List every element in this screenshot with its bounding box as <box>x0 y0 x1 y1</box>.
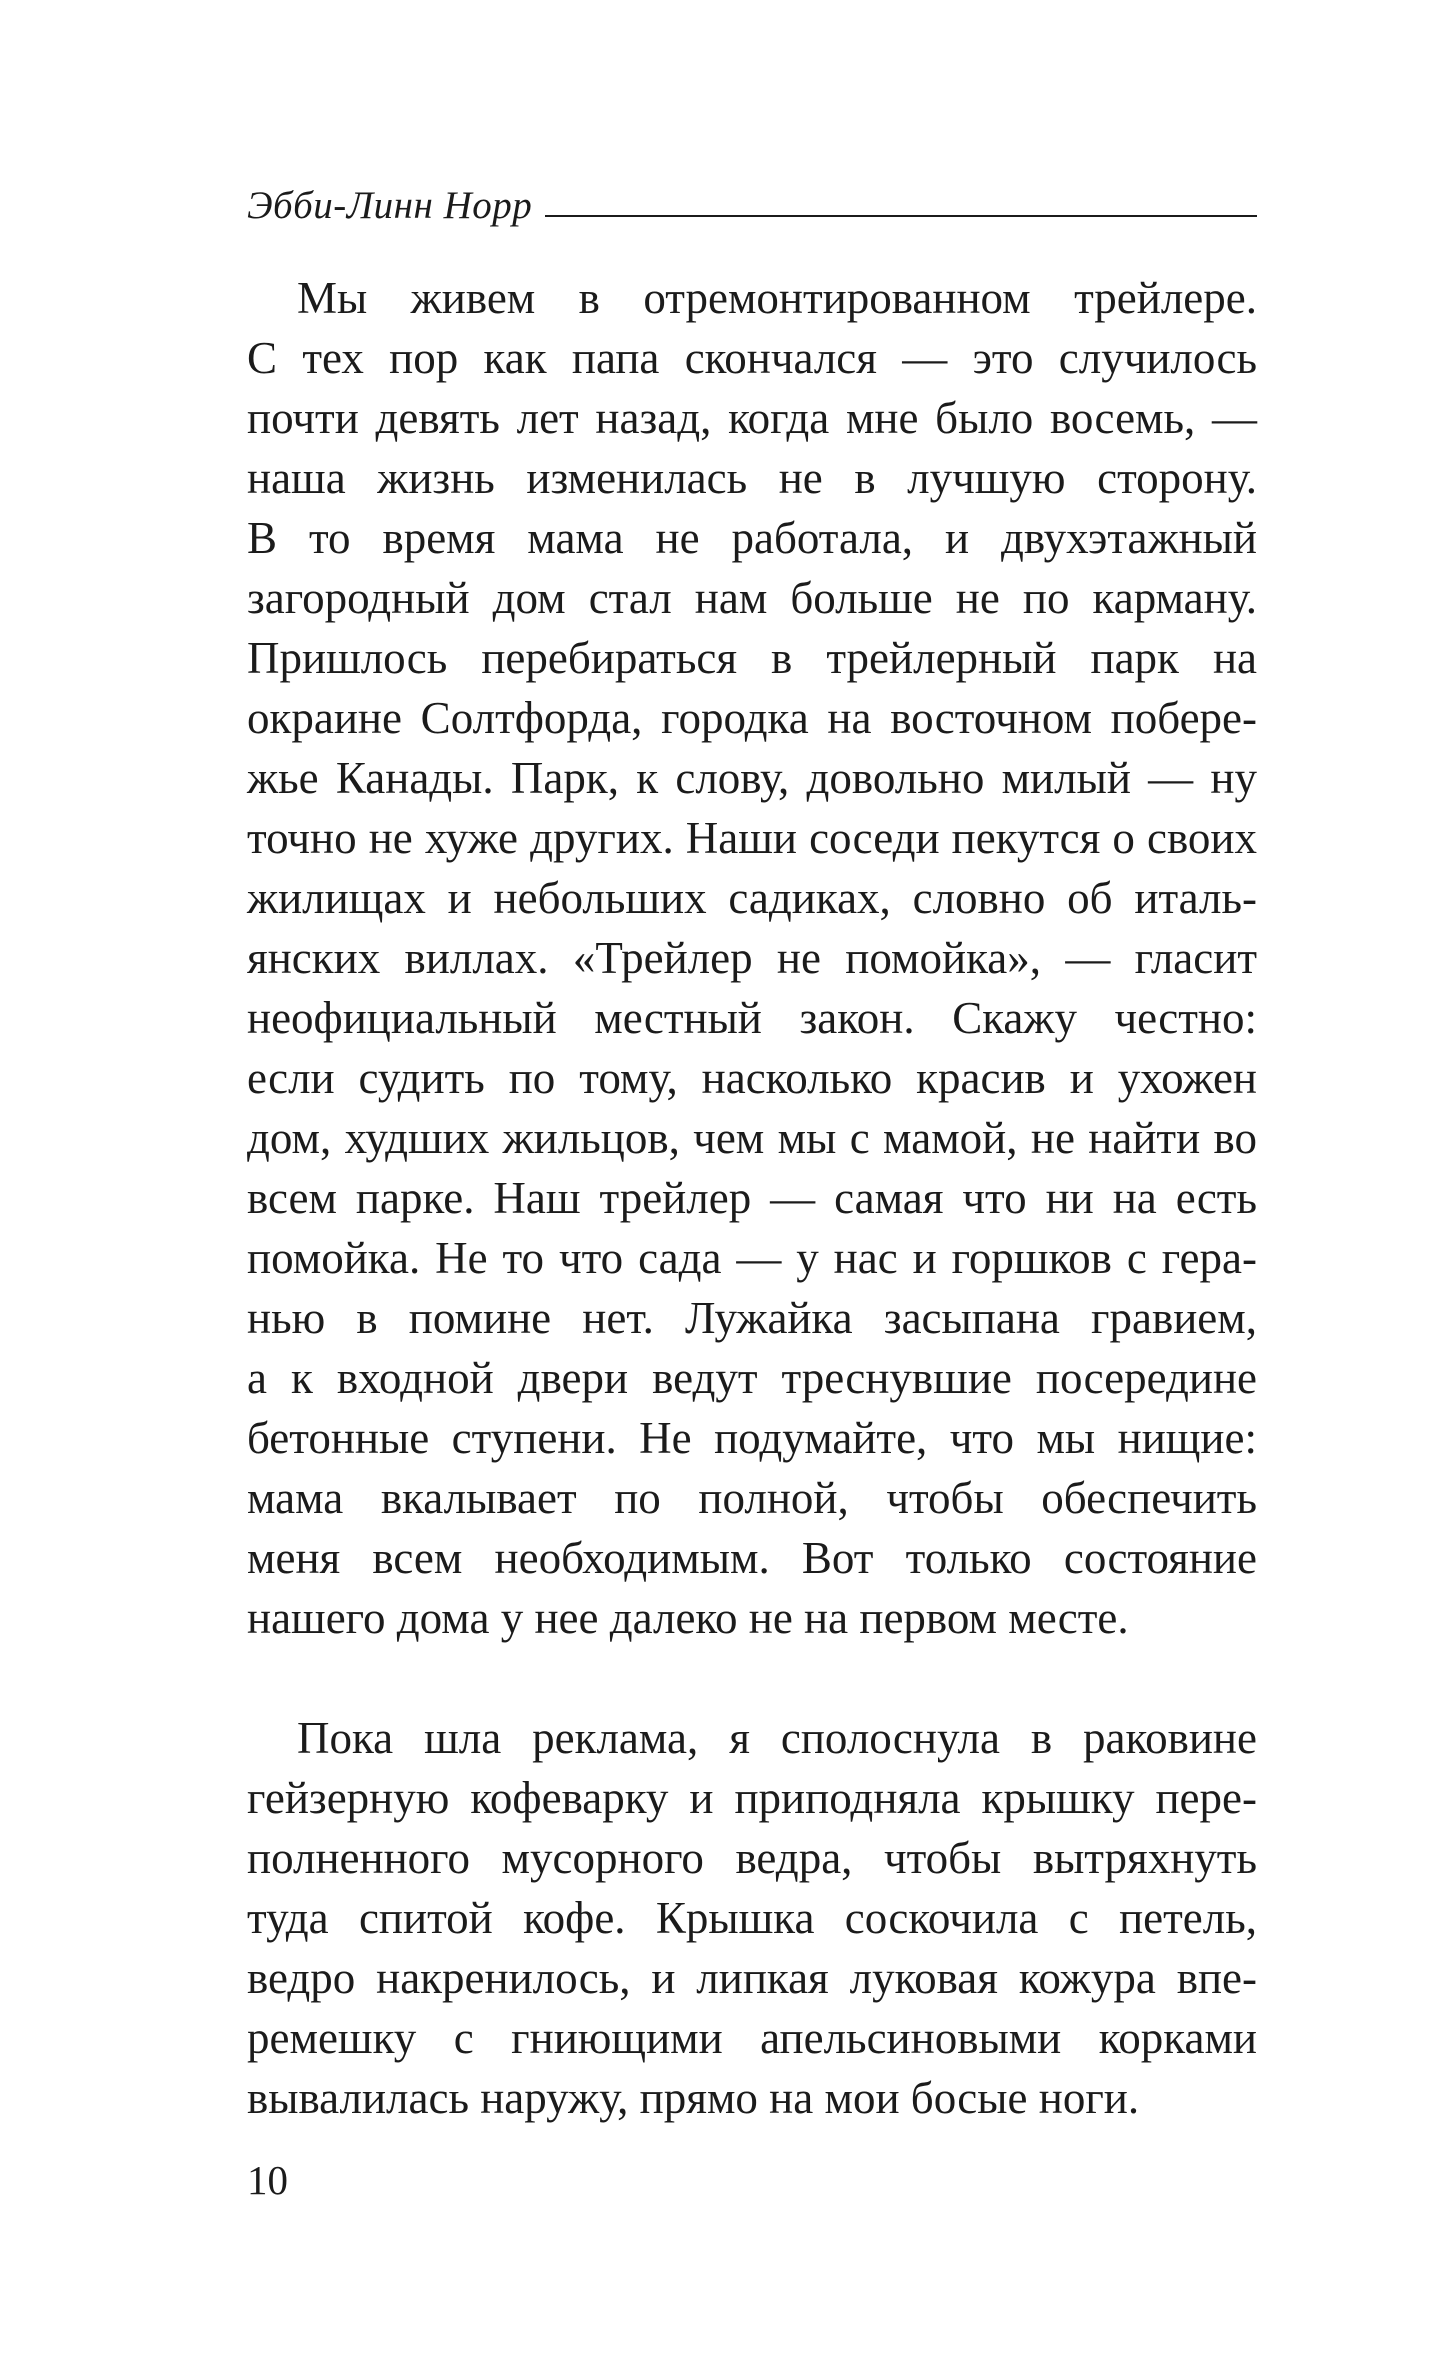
text-line: В то время мама не работала, и двухэтажный <box>247 513 1257 563</box>
text-line: янских виллах. «Трейлер не помойка», — гласит <box>247 933 1257 983</box>
text-line: жье Канады. Парк, к слову, довольно милый — ну <box>247 753 1257 803</box>
text-line: всем парке. Наш трейлер — самая что ни на есть <box>247 1173 1257 1223</box>
text-line: почти девять лет назад, когда мне было восемь, — <box>247 393 1257 443</box>
body-text <box>247 268 1257 2128</box>
text-line: Пришлось перебираться в трейлерный парк на <box>247 633 1257 683</box>
text-line: бетонные ступени. Не подумайте, что мы нищие: <box>247 1413 1257 1463</box>
text-line: ремешку с гниющими апельсиновыми корками <box>247 2013 1257 2063</box>
text-line: полненного мусорного ведра, чтобы вытряхнуть <box>247 1833 1257 1883</box>
text-line: помойка. Не то что сада — у нас и горшков с гера- <box>247 1233 1257 1283</box>
text-line: нью в помине нет. Лужайка засыпана гравием, <box>247 1293 1257 1343</box>
text-line: дом, худших жильцов, чем мы с мамой, не найти во <box>247 1113 1257 1163</box>
text-line: точно не хуже других. Наши соседи пекутся о своих <box>247 813 1257 863</box>
text-line: загородный дом стал нам больше не по карману. <box>247 573 1257 623</box>
text-line: если судить по тому, насколько красив и ухожен <box>247 1053 1257 1103</box>
running-head-author: Эбби-Линн Норр <box>247 184 533 227</box>
text-line: Пока шла реклама, я сполоснула в раковине <box>297 1713 1257 1763</box>
text-line: жилищах и небольших садиках, словно об италь- <box>247 873 1257 923</box>
running-head-rule <box>545 215 1257 217</box>
text-line: нашего дома у нее далеко не на первом месте. <box>247 1593 1129 1643</box>
text-line: а к входной двери ведут треснувшие посередине <box>247 1353 1257 1403</box>
text-line: вывалилась наружу, прямо на мои босые ноги. <box>247 2073 1140 2123</box>
text-line: наша жизнь изменилась не в лучшую сторону. <box>247 453 1257 503</box>
text-line: Мы живем в отремонтированном трейлере. <box>297 273 1257 323</box>
page-number: 10 <box>247 2157 288 2203</box>
paragraph <box>247 268 1257 1648</box>
text-line: С тех пор как папа скончался — это случилось <box>247 333 1257 383</box>
text-line: гейзерную кофеварку и приподняла крышку пере- <box>247 1773 1257 1823</box>
text-line: мама вкалывает по полной, чтобы обеспечить <box>247 1473 1257 1523</box>
text-line: меня всем необходимым. Вот только состояние <box>247 1533 1257 1583</box>
text-line: туда спитой кофе. Крышка соскочила с петель, <box>247 1893 1257 1943</box>
paragraph <box>247 1708 1257 2128</box>
text-line: окраине Солтфорда, городка на восточном побере- <box>247 693 1257 743</box>
text-line: ведро накренилось, и липкая луковая кожура впе- <box>247 1953 1257 2003</box>
running-head <box>247 176 1257 236</box>
text-line: неофициальный местный закон. Скажу честно: <box>247 993 1257 1043</box>
